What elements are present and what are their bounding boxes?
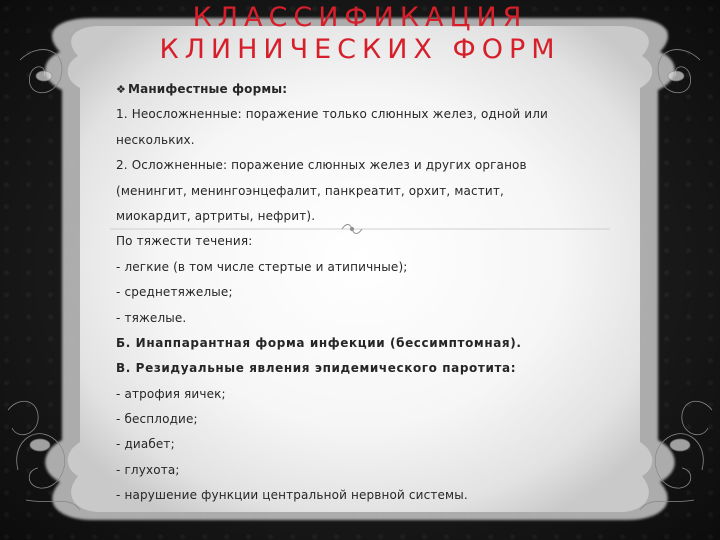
body-line	[116, 356, 616, 381]
body-line-text: Б. Инаппарантная форма инфекции (бессимптомная).	[116, 335, 522, 350]
body-line-text: нескольких.	[116, 132, 195, 147]
body-line-text: - атрофия яичек;	[116, 386, 226, 401]
body-line	[116, 102, 616, 127]
body-line-text: - нарушение функции центральной нервной системы.	[116, 488, 468, 503]
body-line-text: Манифестные формы:	[128, 82, 288, 96]
body-line-text: По тяжести течения:	[116, 234, 253, 249]
slide-body	[116, 77, 616, 509]
body-line	[116, 204, 616, 229]
body-line-text: - тяжелые.	[116, 310, 187, 325]
body-line	[116, 255, 616, 280]
section-heading	[116, 77, 616, 102]
body-line	[116, 306, 616, 331]
body-line-text: - диабет;	[116, 437, 175, 452]
slide-title-line-2: КЛИНИЧЕСКИХ ФОРМ	[159, 34, 561, 65]
body-line	[116, 229, 616, 254]
body-line	[116, 153, 616, 178]
body-line-text: 1. Неосложненные: поражение только слюнных желез, одной или	[116, 107, 549, 122]
body-line	[116, 280, 616, 305]
body-line	[116, 432, 616, 457]
diamond-bullet-icon: ❖	[116, 83, 127, 96]
body-line-text: 2. Осложненные: поражение слюнных желез и других органов	[116, 158, 527, 173]
body-line	[116, 458, 616, 483]
body-line-text: В. Резидуальные явления эпидемического паротита:	[116, 361, 517, 376]
body-line-text: - глухота;	[116, 462, 180, 477]
body-line	[116, 483, 616, 508]
body-line-text: - среднетяжелые;	[116, 285, 233, 300]
body-line	[116, 382, 616, 407]
body-line	[116, 331, 616, 356]
slide-title-line-1: КЛАССИФИКАЦИЯ	[192, 2, 528, 33]
body-line-text: (менингит, менингоэнцефалит, панкреатит, орхит, мастит,	[116, 183, 504, 198]
body-line-text: - бесплодие;	[116, 412, 198, 427]
body-line-text: - легкие (в том числе стертые и атипичные);	[116, 259, 408, 274]
body-line	[116, 179, 616, 204]
body-line	[116, 407, 616, 432]
body-line-text: миокардит, артриты, нефрит).	[116, 208, 316, 223]
body-line	[116, 128, 616, 153]
